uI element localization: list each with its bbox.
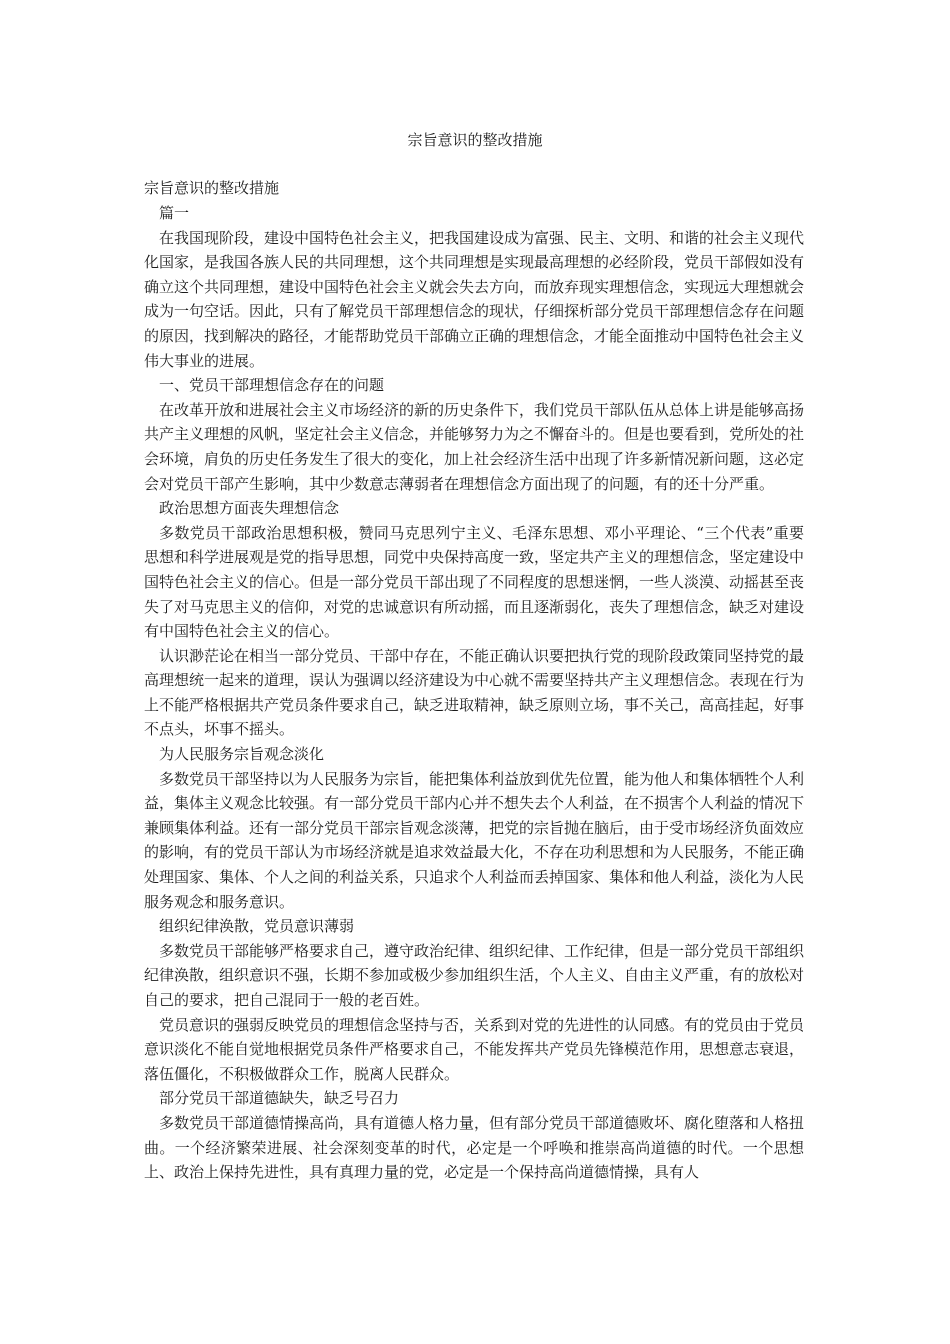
section-label: 篇一 <box>159 204 190 222</box>
paragraph: 多数党员干部坚持以为人民服务为宗旨，能把集体利益放到优先位置，能为他人和集体牺牲个人利益，集体主义观念比较强。有一部分党员干部内心并不想失去个人利益，在不损害个人利益的情况下兼顾集体利益。还有一部分党员干部宗旨观念淡薄，把党的宗旨抛在脑后，由于受市场经济负面效应的影响，有的党员干部认为市场经济就是追求效益最大化，不存在功利思想和为人民服务，不能正确处理国家、集体、个人之间的利益关系，只追求个人利益而丢掉国家、集体和他人利益，淡化为人民服务观念和服务意识。 <box>144 769 805 911</box>
document-subtitle: 宗旨意识的整改措施 <box>144 179 280 197</box>
document-title: 宗旨意识的整改措施 <box>407 131 543 149</box>
section-heading: 一、党员干部理想信念存在的问题 <box>159 376 385 395</box>
section-heading: 政治思想方面丧失理想信念 <box>159 499 340 518</box>
paragraph: 在我国现阶段，建设中国特色社会主义，把我国建设成为富强、民主、文明、和谐的社会主义现代化国家，是我国各族人民的共同理想，这个共同理想是实现最高理想的必经阶段，党员干部假如没有确立这个共同理想，建设中国特色社会主义就会失去方向，而放弃现实理想信念，实现远大理想就会成为一句空话。因此，只有了解党员干部理想信念的现状，仔细探析部分党员干部理想信念存在问题的原因，找到解决的路径，才能帮助党员干部确立正确的理想信念，才能全面推动中国特色社会主义伟大事业的进展。 <box>144 228 805 370</box>
section-heading: 为人民服务宗旨观念淡化 <box>159 745 325 764</box>
paragraph: 在改革开放和进展社会主义市场经济的新的历史条件下，我们党员干部队伍从总体上讲是能够高扬共产主义理想的风帆，坚定社会主义信念，并能够努力为之不懈奋斗的。但是也要看到，党所处的社会环境，肩负的历史任务发生了很大的变化，加上社会经济生活中出现了许多新情况新问题，这必定会对党员干部产生影响，其中少数意志薄弱者在理想信念方面出现了的问题，有的还十分严重。 <box>144 400 805 493</box>
paragraph: 多数党员干部道德情操高尚，具有道德人格力量，但有部分党员干部道德败坏、腐化堕落和人格扭曲。一个经济繁荣进展、社会深刻变革的时代，必定是一个呼唤和推崇高尚道德的时代。一个思想上、政治上保持先进性，具有真理力量的党，必定是一个保持高尚道德情操，具有人 <box>144 1113 805 1182</box>
paragraph: 党员意识的强弱反映党员的理想信念坚持与否，关系到对党的先进性的认同感。有的党员由于党员意识淡化不能自觉地根据党员条件严格要求自己，不能发挥共产党员先锋模范作用，思想意志衰退，落伍僵化，不积极做群众工作，脱离人民群众。 <box>144 1015 805 1083</box>
section-heading: 组织纪律涣散，党员意识薄弱 <box>159 917 355 936</box>
paragraph: 多数党员干部政治思想积极，赞同马克思列宁主义、毛泽东思想、邓小平理论、“三个代表”重要思想和科学进展观是党的指导思想，同党中央保持高度一致，坚定共产主义的理想信念，坚定建设中国特色社会主义的信心。但是一部分党员干部出现了不同程度的思想迷惘，一些人淡漠、动摇甚至丧失了对马克思主义的信仰，对党的忠诚意识有所动摇，而且逐渐弱化，丧失了理想信念，缺乏对建设有中国特色社会主义的信心。 <box>144 523 805 641</box>
document-body <box>144 176 804 1185</box>
paragraph: 认识渺茫论在相当一部分党员、干部中存在，不能正确认识要把执行党的现阶段政策同坚持党的最高理想统一起来的道理，误认为强调以经济建设为中心就不需要坚持共产主义理想信念。表现在行为上不能严格根据共产党员条件要求自己，缺乏进取精神，缺乏原则立场，事不关己，高高挂起，好事不点头，坏事不摇头。 <box>144 646 805 739</box>
section-heading: 部分党员干部道德缺失，缺乏号召力 <box>159 1089 400 1108</box>
paragraph: 多数党员干部能够严格要求自己，遵守政治纪律、组织纪律、工作纪律，但是一部分党员干部组织纪律涣散，组织意识不强，长期不参加或极少参加组织生活，个人主义、自由主义严重，有的放松对自己的要求，把自己混同于一般的老百姓。 <box>144 941 805 1009</box>
